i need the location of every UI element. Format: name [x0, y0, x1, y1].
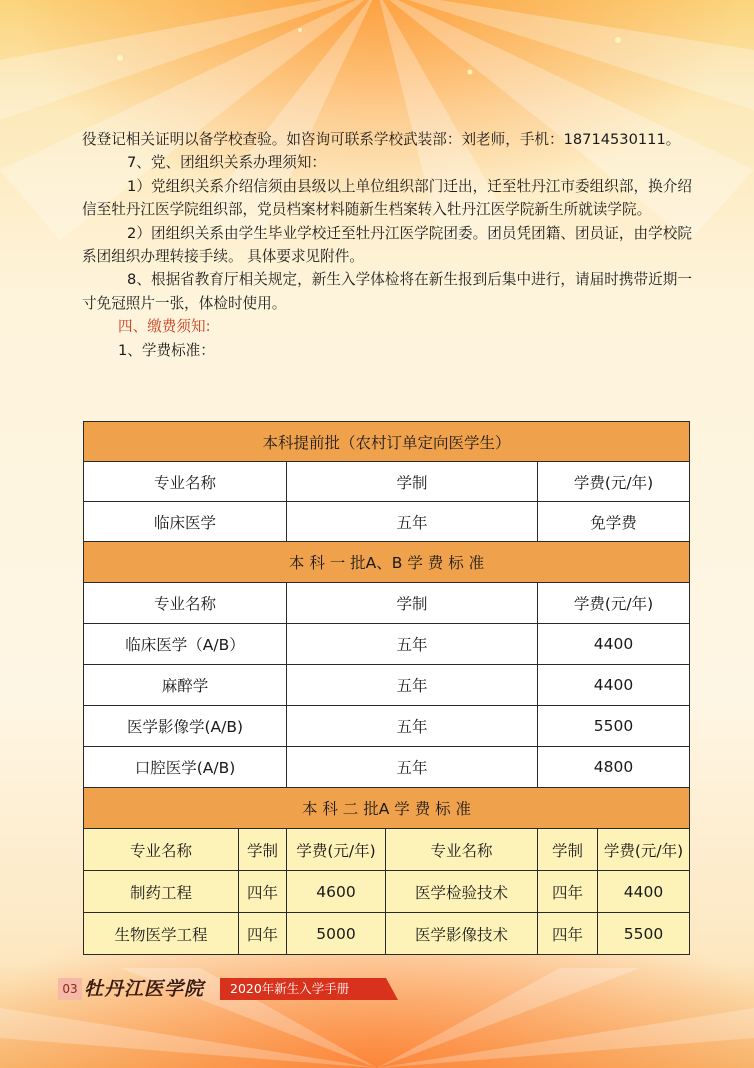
handbook-title: 2020年新生入学手册 [230, 981, 350, 996]
table-cell: 医学检验技术 [386, 871, 538, 913]
table-cell: 五年 [287, 665, 538, 706]
table-cell: 五年 [287, 624, 538, 665]
table-cell: 制药工程 [84, 871, 239, 913]
table-cell: 五年 [287, 706, 538, 747]
column-header: 学费(元/年) [538, 462, 690, 502]
table-cell: 4400 [598, 871, 690, 913]
table-row [84, 665, 690, 706]
table-row [84, 502, 690, 542]
table-cell: 医学影像技术 [386, 913, 538, 955]
table1-title-row [84, 422, 690, 462]
table-row [84, 706, 690, 747]
column-header: 学费(元/年) [598, 829, 690, 871]
column-header: 学制 [239, 829, 287, 871]
table-cell: 4600 [287, 871, 386, 913]
column-header: 专业名称 [386, 829, 538, 871]
column-header: 专业名称 [84, 829, 239, 871]
table-cell: 五年 [287, 747, 538, 788]
table2-title: 本 科 一 批A、B 学 费 标 准 [84, 542, 690, 583]
sub-title: 1、学费标准： [118, 341, 215, 359]
paragraph-league-relations: 2）团组织关系由学生毕业学校迁至牡丹江医学院团委。团员凭团籍、团员证，由学校院系团组织办理转接手续。 具体要求见附件。 [82, 224, 692, 266]
paragraph-party-relations: 1）党组织关系介绍信须由县级以上单位组织部门迁出，迁至牡丹江市委组织部，换介绍信至牡丹江医学院组织部，党员档案材料随新生档案转入牡丹江医学院新生所就读学院。 [82, 177, 692, 219]
column-header: 学费(元/年) [538, 583, 690, 624]
paragraph-item-8: 8、根据省教育厅相关规定，新生入学体检将在新生报到后集中进行，请届时携带近期一寸免冠照片一张，体检时使用。 [82, 271, 692, 312]
column-header: 学费(元/年) [287, 829, 386, 871]
table-cell: 五年 [287, 502, 538, 542]
table-cell: 四年 [538, 913, 598, 955]
table-cell: 口腔医学(A/B) [84, 747, 287, 788]
column-header: 学制 [287, 583, 538, 624]
body-text [82, 128, 692, 362]
table-row [84, 747, 690, 788]
table3-header-row [84, 829, 690, 871]
table-cell: 四年 [239, 871, 287, 913]
page-footer [58, 976, 398, 1002]
table-cell: 4400 [538, 665, 690, 706]
table-cell: 5500 [598, 913, 690, 955]
table-cell: 生物医学工程 [84, 913, 239, 955]
table-cell: 临床医学（A/B） [84, 624, 287, 665]
table-row [84, 624, 690, 665]
column-header: 学制 [538, 829, 598, 871]
section-title: 四、缴费须知: [118, 318, 211, 336]
table-cell: 5500 [538, 706, 690, 747]
table-cell: 4800 [538, 747, 690, 788]
column-header: 学制 [287, 462, 538, 502]
table2-title-row [84, 542, 690, 583]
table-cell: 四年 [239, 913, 287, 955]
paragraph-contact: 役登记相关证明以备学校查验。如咨询可联系学校武装部：刘老师，手机：18714530111。 [82, 131, 681, 148]
table3-title: 本 科 二 批A 学 费 标 准 [84, 788, 690, 829]
school-logo-text: 牡丹江医学院 [84, 978, 205, 1000]
table2-header-row [84, 583, 690, 624]
table-row [84, 871, 690, 913]
table1-header-row [84, 462, 690, 502]
table-cell: 四年 [538, 871, 598, 913]
column-header: 专业名称 [84, 583, 287, 624]
paragraph-item-7: 7、党、团组织关系办理须知： [127, 154, 327, 172]
table-cell: 麻醉学 [84, 665, 287, 706]
page-number: 03 [58, 978, 82, 1000]
table3-title-row [84, 788, 690, 829]
table-cell: 临床医学 [84, 502, 287, 542]
table-cell: 免学费 [538, 502, 690, 542]
tuition-table [83, 421, 690, 955]
column-header: 专业名称 [84, 462, 287, 502]
table-cell: 医学影像学(A/B) [84, 706, 287, 747]
table1-title: 本科提前批（农村订单定向医学生） [84, 422, 690, 462]
table-cell: 5000 [287, 913, 386, 955]
table-row [84, 913, 690, 955]
table-cell: 4400 [538, 624, 690, 665]
